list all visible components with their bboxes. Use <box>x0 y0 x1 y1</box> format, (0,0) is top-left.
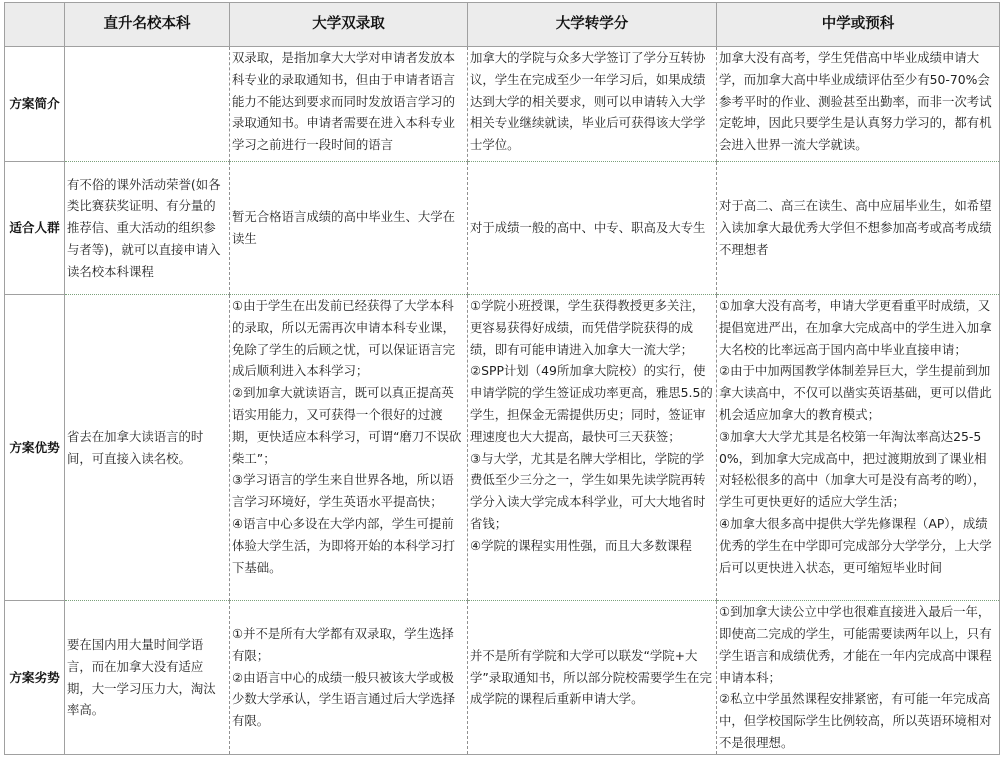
list-item: ③加拿大大学尤其是名校第一年淘汰率高达25-50%，到加拿大完成高中，把过渡期放到了课业相对轻松很多的高中（加拿大可是没有高考的哟），学生可更快更好的适应大学生活； <box>719 428 987 510</box>
list-item: ①加拿大没有高考，申请大学更看重平时成绩，又提倡宽进严出，在加拿大完成高中的学生进入加拿大名校的比率远高于国内高中毕业直接申请； <box>719 298 992 357</box>
cell-overview-highschool: 加拿大没有高考，学生凭借高中毕业成绩申请大学，而加拿大高中毕业成绩评估至少有50-70%会参考平时的作业、测验甚至出勤率，而非一次考试定乾坤，因此只要学生是认真努力学习的，都有机会进入世界一流大学就读。 <box>717 47 1000 162</box>
table-row-target-group <box>5 162 1000 295</box>
table-row-disadvantages <box>5 601 1000 755</box>
cell-disadv-dual <box>230 601 468 755</box>
cell-disadv-highschool <box>717 601 1000 755</box>
list-item: ②SPP计划（49所加拿大院校）的实行，使申请学院的学生签证成功率更高，雅思5.5的学生，担保金无需提供历史；同时，签证审理速度也大大提高，最快可三天获签； <box>470 363 713 444</box>
cell-disadv-direct: 要在国内用大量时间学语言，而在加拿大没有适应期，大一学习压力大，淘汰率高。 <box>65 601 230 755</box>
row-label-overview: 方案简介 <box>5 47 65 162</box>
list-item: ③学习语言的学生来自世界各地，所以语言学习环境好，学生英语水平提高快； <box>232 472 454 510</box>
cell-overview-direct <box>65 47 230 162</box>
list-item: ①并不是所有大学都有双录取，学生选择有限； <box>232 626 454 663</box>
table-row-advantages <box>5 295 1000 601</box>
cell-target-highschool: 对于高二、高三在读生、高中应届毕业生，如希望入读加拿大最优秀大学但不想参加高考或高考成绩不理想者 <box>717 162 1000 295</box>
cell-adv-direct: 省去在加拿大读语言的时间，可直接入读名校。 <box>65 295 230 601</box>
list-item: ①由于学生在出发前已经获得了大学本科的录取，所以无需再次申请本科专业课，免除了学生的后顾之忧，可以保证语言完成后顺利进入本科学习； <box>232 298 456 379</box>
list-item: ②私立中学虽然课程安排紧密，有可能一年完成高中，但学校国际学生比例较高，所以英语环境相对不是很理想。 <box>719 691 992 750</box>
header-high-school-prep: 中学或预科 <box>717 3 1000 47</box>
list-item: ②由语言中心的成绩一般只被该大学或极少数大学承认，学生语言通过后大学选择有限。 <box>232 669 456 729</box>
cell-target-dual: 暂无合格语言成绩的高中毕业生、大学在读生 <box>230 162 468 295</box>
cell-target-direct: 有不俗的课外活动荣誉(如各类比赛获奖证明、有分量的推荐信、重大活动的组织参与者等)，就可以直接申请入读名校本科课程 <box>65 162 230 295</box>
row-label-target-group: 适合人群 <box>5 162 65 295</box>
cell-adv-transfer <box>468 295 717 601</box>
header-dual-admission: 大学双录取 <box>230 3 468 47</box>
cell-overview-transfer: 加拿大的学院与众多大学签订了学分互转协议，学生在完成至少一年学习后，如果成绩达到大学的相关要求，则可以申请转入大学相关专业继续就读，毕业后可获得该大学学士学位。 <box>468 47 717 162</box>
header-credit-transfer: 大学转学分 <box>468 3 717 47</box>
list-item: ②由于中加两国教学体制差异巨大，学生提前到加拿大读高中，不仅可以凿实英语基础，更可以借此机会适应加拿大的教育模式； <box>719 363 992 422</box>
cell-adv-dual <box>230 295 468 601</box>
list-item: ③与大学，尤其是名牌大学相比，学院的学费低至少三分之一，学生如果先读学院再转学分入读大学完成本科学业，可大大地省时省钱； <box>470 450 706 531</box>
cell-target-transfer: 对于成绩一般的高中、中专、职高及大专生 <box>468 162 717 295</box>
header-row <box>5 3 1000 47</box>
comparison-table <box>4 2 1000 755</box>
list-item: ④语言中心多设在大学内部，学生可提前体验大学生活，为即将开始的本科学习打下基础。 <box>232 515 456 575</box>
list-item: ①学院小班授课，学生获得教授更多关注，更容易获得好成绩，而凭借学院获得的成绩，即有可能申请进入加拿大一流大学； <box>470 298 705 357</box>
cell-overview-dual: 双录取，是指加拿大大学对申请者发放本科专业的录取通知书，但由于申请者语言能力不能达到要求而同时发放语言学习的录取通知书。申请者需要在进入本科专业学习之前进行一段时间的语言 <box>230 47 468 162</box>
list-item: ①到加拿大读公立中学也很难直接进入最后一年，即使高二完成的学生，可能需要读两年以上，只有学生语言和成绩优秀，才能在一年内完成高中课程申请本科； <box>719 604 992 685</box>
header-direct-undergrad: 直升名校本科 <box>65 3 230 47</box>
row-label-disadvantages: 方案劣势 <box>5 601 65 755</box>
table-row-overview <box>5 47 1000 162</box>
header-corner <box>5 3 65 47</box>
cell-disadv-transfer: 并不是所有学院和大学可以联发“学院+大学”录取通知书，所以部分院校需要学生在完成学院的课程后重新申请大学。 <box>468 601 717 755</box>
list-item: ②到加拿大就读语言，既可以真正提高英语实用能力，又可获得一个很好的过渡期，更快适应本科学习，可谓“磨刀不误砍柴工”； <box>232 385 462 466</box>
list-item: ④加拿大很多高中提供大学先修课程（AP），成绩优秀的学生在中学即可完成部分大学学分，上大学后可以更快进入状态，更可缩短毕业时间 <box>719 515 992 575</box>
cell-adv-highschool <box>717 295 1000 601</box>
row-label-advantages: 方案优势 <box>5 295 65 601</box>
list-item: ④学院的课程实用性强，而且大多数课程 <box>470 537 692 553</box>
